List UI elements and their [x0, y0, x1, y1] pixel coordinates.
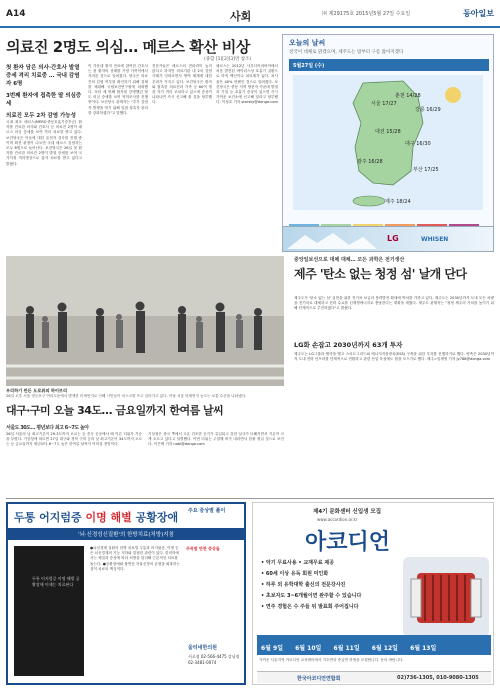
subhead: 3번째 환자에 접촉한 딸 의심증세 — [6, 93, 82, 107]
story2-column — [6, 432, 142, 494]
main-subheads — [6, 64, 82, 124]
bullet-item: • 하루 외 유학대학 출신의 전문강사진 — [261, 582, 346, 588]
whisen-logo: WHISEN — [421, 236, 449, 243]
story3 — [294, 256, 494, 281]
schedule-date: 6월 13일 — [410, 645, 437, 652]
subhead: 첫 환자 담은 의사·간호사 발열증세 격리 치료중 … 국내 감염자 6명 — [6, 65, 80, 87]
article-column — [216, 64, 278, 250]
main-headline: 의료진 2명도 의심… 메르스 확산 비상 — [6, 38, 250, 56]
photo-caption-title: 우리하기 만든 도로위의 하이브리 — [6, 388, 68, 393]
article-paragraph: 메르스는 2012년 사우디아라비아에서 처음 발견된 바이러스성 호흡기 질환으로 아직 백신이나 치료제가 없다. 치사율은 40% 안팎인 것으로 알려졌다. 보건당국은 중동 지역 방문자 가운데 발열과 기침 등 호흡기 증상이 있으면 즉시 가까운 보건소에 신고해 달라고 당부했다. 이성호 기자 starsky@donga.com — [216, 64, 278, 105]
weather-subtitle: 전국이 대체로 맑겠으며, 제주도는 밤부터 구름 많아지겠다 — [289, 50, 404, 55]
street-photo — [6, 256, 284, 386]
clinic-ad-top — [8, 504, 244, 526]
accordion-ad-bullets — [261, 559, 401, 614]
schedule-date: 6월 11일 — [333, 645, 360, 652]
sun-icon — [445, 87, 461, 103]
story3-kicker: 중앙일보선으로 대체 대체… 모든 과학은 전기생산 — [294, 257, 405, 263]
article-paragraph: 26일 서울의 낮 최고기온이 29.3도까지 오르는 등 전국 곳곳에서 때 이른 더위가 기승을 부렸다. 기상청에 따르면 27일 대구와 경북 구미 등의 낮 최고기온이 34도까지 오르는 등 금요일까지 평년보다 6~7도 높은 한여름 날씨가 이어질 전망이다. — [6, 432, 142, 447]
page-header — [0, 0, 500, 28]
article-paragraph: 이 가운데 환자 진료에 참여한 간호사는 첫 환자의 상태를 가장 가까이에서 지켜본 것으로 알려졌다. 당국은 의료진의 감염 여부를 확인하기 위해 검체를 채취해 국립보건연구원에 의뢰했다. 또한 세 번째 환자를 간병했던 딸도 의심 증세를 보여 역학조사를 진행 중이다. 보건당국 관계자는 "추가 감염자 발생을 막기 위해 밀접 접촉자 관리를 강화하겠다"고 말했다. — [88, 64, 148, 115]
weather-map — [293, 75, 483, 210]
weather-date-bar — [289, 59, 489, 71]
accordion-icon — [403, 557, 489, 637]
lg-logo: LG — [387, 234, 399, 243]
bullet-item: • 악기 무료사용 • 교재무료 제공 — [261, 560, 335, 566]
accordion-ad-footer — [257, 671, 491, 683]
lg-whisen-ad[interactable] — [282, 226, 494, 252]
book-cover — [14, 546, 84, 676]
photo-caption-body: 26일 오후 서울 영등포구 여의도동에서 발생한 미세먼지로 인해 시민들이 마스크를 쓰고 걸어가고 있다. 이날 서울 미세먼지 농도는 보통 수준을 나타냈다. — [6, 394, 247, 398]
city-label: 제주 18/24 — [385, 199, 411, 205]
article-paragraph: 국내 최초 메르스(MERS·중동호흡기증후군) 환자를 진료한 의사와 간호사 등 의료진 2명이 메르스 의심 증세를 보여 격리 치료를 받고 있다. 보건당국은 이들에 대한 유전자 검사를 진행 중이며 확진 판정이 나오면 국내 메르스 감염자는 모두 6명으로 늘어난다. 보건당국은 26일 첫 환자를 진료한 의료진 2명이 발열 증세를 보여 국가지정 격리병상으로 옮겨 치료를 받고 있다고 밝혔다. — [6, 120, 82, 166]
clinic-ad-sidebar — [186, 546, 240, 552]
clinic-ad-title-end: 공황장애 — [135, 511, 179, 524]
weather-title: 오늘의 날씨 — [289, 39, 326, 47]
city-label: 광주 16/28 — [357, 159, 383, 165]
accordion-ad-brand: 아코디언 — [305, 530, 391, 555]
clinic-ad-body: ●뇌신경계 질환의 한방 치료법 두통과 어지럼증, 이명 등은 뇌신경계의 기능 저하와 밀접한 관련이 있다. 한의학에서는 체질과 증상에 따라 처방을 달리해 근본적인 치료를 돕는다. ●공황장애와 불면증 자율신경의 균형을 회복하는 것이 치료의 핵심이다. — [90, 546, 180, 571]
clinic-ad-side: 주요 증상별 풀이 — [188, 508, 226, 514]
city-label: 대전 15/28 — [375, 129, 401, 135]
bullet-item: • 연주 경험은 수 주들 뒤 발표회 주어집니다 — [261, 604, 359, 610]
article-column — [152, 64, 212, 250]
clinic-ad-side-label: 주목할 만한 증상들 — [186, 546, 220, 551]
city-label: 부산 17/25 — [413, 167, 439, 173]
city-label: 대구 16/30 — [405, 141, 431, 147]
story2-headline — [6, 402, 284, 431]
clinic-ad-banner: '뇌·신경성신질환'의 한방치료(처방)지침 — [8, 528, 244, 540]
city-label: 춘천 14/28 — [395, 93, 421, 99]
accordion-photo — [403, 557, 489, 637]
issue-info: ㈜ 제29175호 2015년5월 27일 수요일 — [322, 11, 411, 17]
article-column — [88, 64, 148, 250]
accordion-phone[interactable]: 02)736-1305, 010-9080-1305 — [397, 675, 479, 681]
city-label: 서울 17/27 — [371, 101, 397, 107]
article-paragraph: 제주도는 LG그룹과 협약을 맺고 스마트그리드와 에너지저장장치(ESS) 구축을 위한 투자를 진행하기로 했다. 양측은 2030년까지 도내 전력 인프라를 단계적으로 전환하고 관련 산업 육성에도 힘을 모으기로 했다. 제주=임재영 기자 jy788@donga.com — [294, 352, 494, 362]
clinic-name: 울티네한의원 — [188, 645, 217, 651]
newspaper-brand: 동아일보 — [463, 8, 494, 18]
weather-box — [282, 34, 494, 244]
bullet-item: • 60세 이상 유독 회원 미인화 — [261, 571, 329, 577]
clinic-ad-title-red: 이명 해별 — [85, 511, 132, 524]
story4 — [294, 340, 494, 349]
main-byline: (종합 [1][2][3]면 참조) — [204, 57, 252, 62]
clinic-ad-title — [14, 509, 178, 525]
story3-column — [294, 296, 494, 336]
city-label: 강릉 16/29 — [415, 107, 441, 113]
accordion-ad[interactable] — [252, 502, 494, 685]
story3-headline: 제주 '탄소 없는 청정 섬' 날개 단다 — [294, 267, 467, 281]
accordion-org: 한국아코디언연합회 — [297, 676, 341, 682]
story4-column — [294, 352, 494, 494]
article-column — [6, 120, 82, 250]
schedule-date: 6월 9일 — [261, 645, 284, 652]
section-title: 사회 — [230, 10, 252, 23]
subhead: 의료진 모두 2차 감염 가능성 — [6, 113, 76, 119]
clinic-phone: 서초점 02-566-4475 강남점 02-3481-0074 — [188, 654, 240, 665]
clinic-ad[interactable] — [6, 502, 246, 685]
weather-date: 5월27일 (수) — [293, 63, 325, 69]
story4-headline: LG화 손잡고 2030년까지 63개 투자 — [294, 341, 403, 349]
accordion-ad-url[interactable]: www.accordion.or.kr — [317, 517, 358, 522]
schedule-date: 6월 12일 — [371, 645, 398, 652]
article-paragraph: 전문가들은 메르스의 전파력이 높지 않다고 하지만 의료기관 내 2차 감염 사례가 잇따르면서 방역 체계에 대한 우려가 커지고 있다. 보건당국은 환자와 접촉한 의료진과 가족 등 60여 명을 자가 격리 조치하고 있으며 증상이 나타나면 즉시 신고해 줄 것을 당부했다. — [152, 64, 212, 105]
class-schedule — [257, 635, 491, 655]
page-number: A14 — [6, 9, 26, 19]
story2-subhead: 서울도 30도… 평년보다 최고 6~7도 높아 — [6, 425, 89, 431]
book-cover-text: 두통 어지럼증 이명 해별 공황장애 이제는 치료된다 — [32, 576, 80, 587]
schedule-date: 6월 10일 — [295, 645, 322, 652]
article-paragraph: 제주도가 '탄소 없는 섬' 실현을 위한 전기차 보급과 풍력발전 확대에 박차를 가하고 있다. 제주도는 2030년까지 도내 모든 차량을 전기차로 대체하고 전력 수요를 신재생에너지로 충당한다는 계획을 세웠다. 제주도 관계자는 "청정 제주의 가치를 높이기 위해 단계적으로 추진하겠다"고 밝혔다. — [294, 296, 494, 311]
clinic-ad-title-blue: 두통 어지럼증 — [14, 511, 82, 524]
article-paragraph: 기상청은 중국 쪽에서 고온 건조한 공기가 유입되고 강한 일사가 더해지면서 기온이 크게 오르고 있다고 설명했다. 이번 더위는 주말께 비가 내리면서 한풀 꺾일 것으로 보인다. 이은택 기자 nabi@donga.com — [148, 432, 284, 447]
accordion-ad-info: 가까운 서울지역 아코디언 교육센터에서 기초반과 중급반 학생을 모집합니다. 문의 바랍니다. — [259, 658, 404, 662]
story2-title: 대구·구미 오늘 34도… 금요일까지 한여름 날씨 — [6, 404, 224, 417]
story2-column — [148, 432, 284, 494]
news-photo — [6, 256, 284, 386]
accordion-ad-kicker: 제4기 문화센터 신입생 모집 — [313, 509, 382, 515]
bullet-item: • 초보자도 3~6개월이면 완주할 수 있습니다 — [261, 593, 362, 599]
mountain-illustration — [287, 231, 377, 249]
ad-divider — [6, 498, 494, 499]
